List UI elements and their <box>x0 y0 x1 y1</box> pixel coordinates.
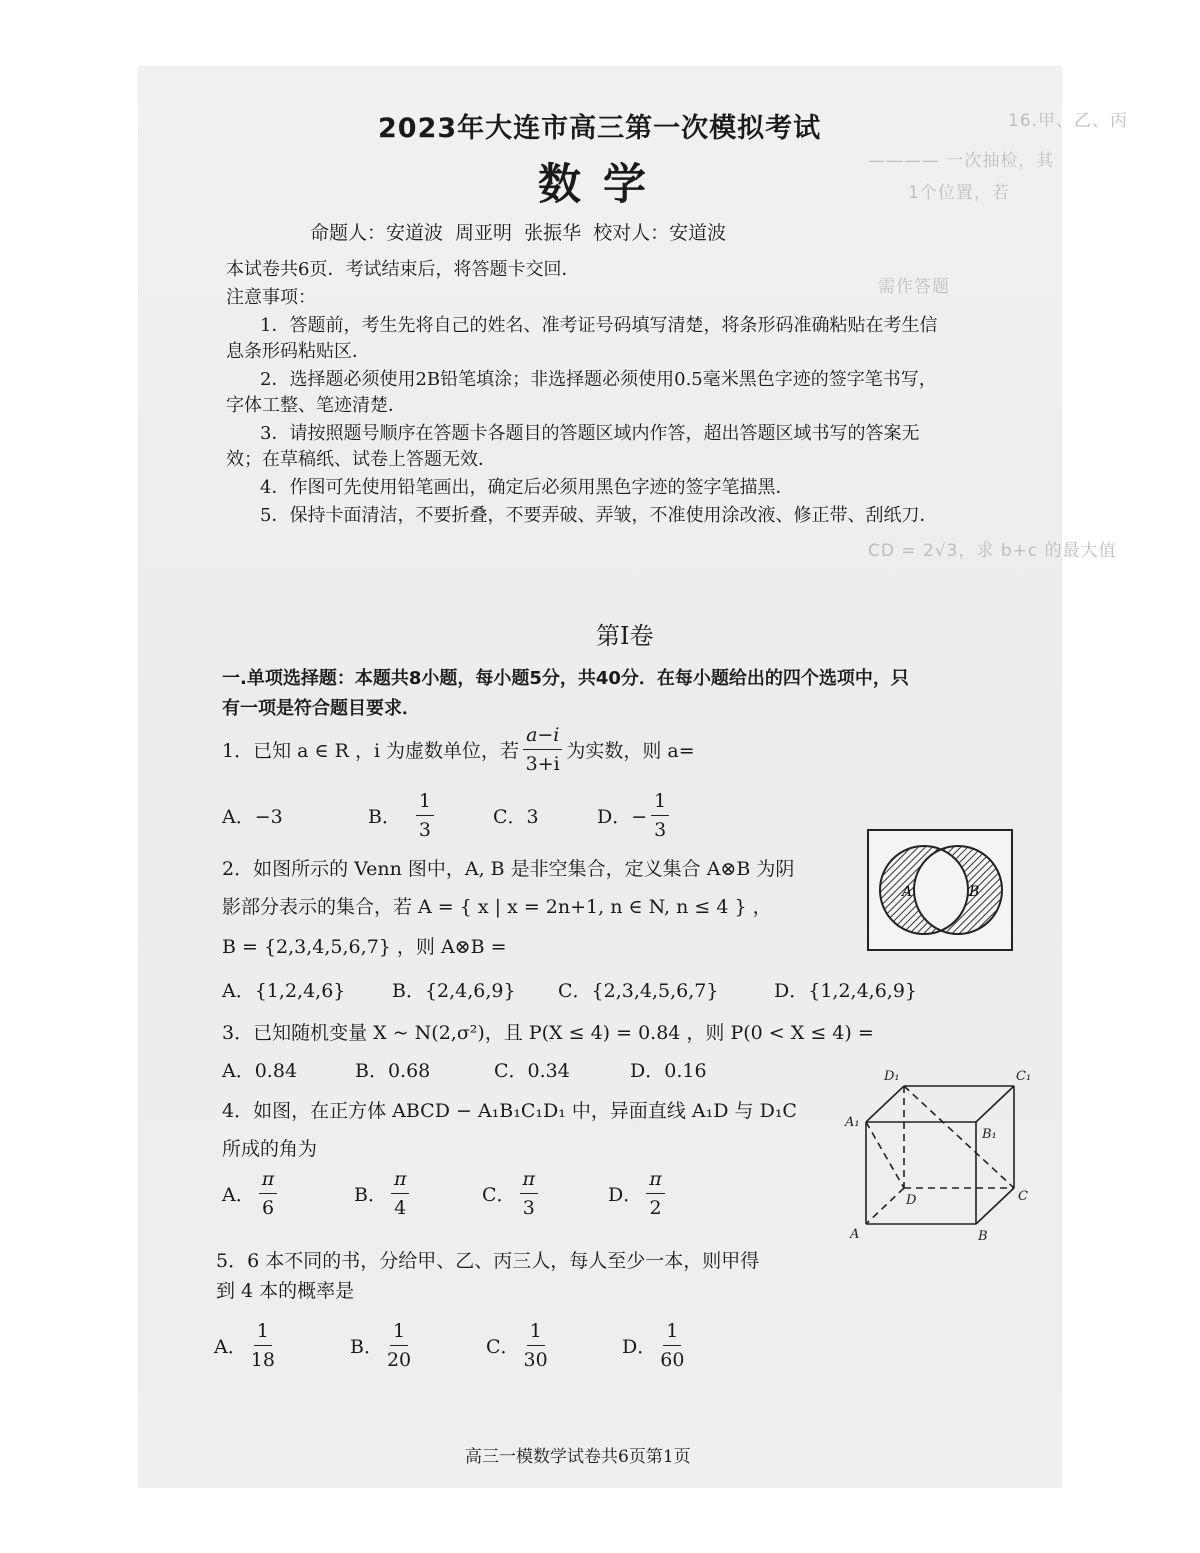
q5-line: 5．6 本不同的书，分给甲、乙、丙三人，每人至少一本，则甲得 <box>216 1250 760 1272</box>
subject-title: 数学 <box>538 160 668 210</box>
q2-line: 影部分表示的集合，若 A = { x | x = 2n+1, n ∈ N, n ≤ 4 } ， <box>222 896 772 918</box>
option-label: D． <box>622 1336 657 1358</box>
option-label: D． <box>608 1184 643 1206</box>
option-frac <box>259 1168 278 1219</box>
q4-option-a <box>222 1168 354 1219</box>
q4-line: 4．如图，在正方体 ABCD − A₁B₁C₁D₁ 中，异面直线 A₁D 与 D₁C <box>222 1100 797 1122</box>
q3-option-a: A．0.84 <box>222 1060 298 1082</box>
frac-den: 3 <box>522 1197 535 1219</box>
q3-option-b: B．0.68 <box>355 1060 431 1082</box>
exam-page <box>138 66 1129 1488</box>
cube-diagram <box>844 1064 1040 1242</box>
frac-den: 18 <box>250 1349 275 1371</box>
q4-option-d <box>608 1168 669 1219</box>
option-frac <box>520 1168 539 1219</box>
bleed-through-text: CD = 2√3，求 b+c 的最大值 <box>868 541 1117 561</box>
q4-options <box>222 1168 669 1219</box>
q1-option-d-label: D．− <box>596 806 648 828</box>
page-footer: 高三一模数学试卷共6页第1页 <box>465 1447 691 1467</box>
frac-num: 1 <box>651 790 669 816</box>
bleed-through-text: 16.甲、乙、丙 <box>1008 111 1129 131</box>
q3-options <box>222 1056 707 1083</box>
cube-label-b: B <box>978 1229 988 1242</box>
cube-label-c1: C₁ <box>1016 1069 1032 1084</box>
frac-den: 3 <box>418 819 432 841</box>
q5-options <box>214 1320 688 1371</box>
frac-num: 1 <box>254 1320 272 1346</box>
cube-label-a: A <box>850 1227 860 1242</box>
q1-numerator: a−i <box>523 724 562 750</box>
cube-label-d1: D₁ <box>884 1069 900 1084</box>
option-label: A． <box>222 1184 255 1206</box>
frac-den: 30 <box>523 1349 548 1371</box>
bleed-through-text: 1个位置，若 <box>908 183 1010 203</box>
cube-label-a1: A₁ <box>845 1115 860 1130</box>
q1-fraction <box>523 724 562 775</box>
option-frac <box>646 1168 665 1219</box>
section-heading: 一.单项选择题：本题共8小题，每小题5分，共40分．在每小题给出的四个选项中，只 <box>222 668 909 689</box>
q2-option-b: B．{2,4,6,9} <box>392 980 516 1002</box>
q2-line: B = {2,3,4,5,6,7} ，则 A⊗B = <box>222 936 507 958</box>
frac-den: 6 <box>261 1197 275 1219</box>
q3-option-d: D．0.16 <box>630 1060 707 1082</box>
q1-stem: 1．已知 a ∈ R ，i 为虚数单位，若 <box>222 740 520 762</box>
frac-den: 4 <box>394 1197 407 1219</box>
frac-num: 1 <box>527 1320 545 1346</box>
frac-num: π <box>391 1168 410 1194</box>
q4-line: 所成的角为 <box>222 1138 318 1160</box>
section-heading: 有一项是符合题目要求． <box>222 698 420 719</box>
venn-diagram <box>866 828 1014 952</box>
option-frac <box>660 1320 684 1371</box>
notice-item: 字体工整、笔迹清楚． <box>226 395 406 416</box>
q5-option-b <box>350 1320 486 1371</box>
q2-options <box>222 976 917 1003</box>
authors-line: 命题人：安道波 周亚明 张振华 校对人：安道波 <box>310 222 727 244</box>
q2-option-d: D．{1,2,4,6,9} <box>774 980 918 1002</box>
q1-options <box>222 790 673 841</box>
option-label: B． <box>350 1336 383 1358</box>
notice-item: 2．选择题必须使用2B铅笔填涂；非选择题必须使用0.5毫米黑色字迹的签字笔书写， <box>260 369 937 390</box>
frac-den: 3 <box>654 819 667 841</box>
notice-item: 4．作图可先使用铅笔画出，确定后必须用黑色字迹的签字笔描黑． <box>260 477 794 498</box>
notice-item: 5．保持卡面清洁，不要折叠，不要弄破、弄皱，不准使用涂改液、修正带、刮纸刀． <box>260 505 938 526</box>
q2-line: 2．如图所示的 Venn 图中，A, B 是非空集合，定义集合 A⊗B 为阴 <box>222 858 795 880</box>
frac-den: 60 <box>660 1349 685 1371</box>
option-frac <box>387 1320 411 1371</box>
option-frac <box>391 1168 410 1219</box>
option-frac <box>524 1320 548 1371</box>
q1-stem-end: 为实数，则 a= <box>566 740 695 762</box>
q1-option-b-label: B． <box>368 806 401 828</box>
option-label: B． <box>354 1184 387 1206</box>
q1-option-a: A．−3 <box>222 806 283 828</box>
q1-option-c: C．3 <box>492 806 539 828</box>
q3-line: 3．已知随机变量 X ~ N(2,σ²)，且 P(X ≤ 4) = 0.84 ，则 P(0 < X ≤ 4) = <box>222 1022 874 1044</box>
q1-option-d-frac <box>651 790 669 841</box>
question-1 <box>222 724 695 775</box>
cube-label-d: D <box>906 1193 917 1208</box>
frac-num: 1 <box>663 1320 681 1346</box>
q2-option-a: A．{1,2,4,6} <box>222 980 346 1002</box>
frac-den: 20 <box>386 1349 412 1371</box>
notice-item: 3．请按照题号顺序在答题卡各题目的答题区域内作答，超出答题区域书写的答案无 <box>260 423 920 444</box>
venn-label-a: A <box>902 884 913 900</box>
option-label: C． <box>482 1184 516 1206</box>
q1-option-b-frac <box>405 790 445 841</box>
exam-title: 2023年大连市高三第一次模拟考试 <box>378 113 822 144</box>
q4-option-c <box>482 1168 608 1219</box>
notice-title: 注意事项： <box>226 287 316 308</box>
notice-item: 1．答题前，考生先将自己的姓名、准考证号码填写清楚，将条形码准确粘贴在考生信 <box>260 315 938 336</box>
q5-option-d <box>622 1320 688 1371</box>
frac-num: π <box>646 1168 665 1194</box>
bleed-through-text: ———— 一次抽检，其 <box>868 151 1055 171</box>
frac-num: 1 <box>390 1320 408 1346</box>
frac-num: 1 <box>416 790 434 816</box>
frac-den: 2 <box>649 1197 662 1219</box>
option-label: A． <box>214 1336 247 1358</box>
q5-option-c <box>486 1320 622 1371</box>
venn-label-b: B <box>969 884 980 900</box>
bleed-through-text: 需作答题 <box>878 277 950 297</box>
q1-denominator: 3+i <box>525 753 560 775</box>
cube-label-c: C <box>1018 1189 1028 1204</box>
notice-item: 效；在草稿纸、试卷上答题无效． <box>226 449 496 470</box>
frac-num: π <box>520 1168 539 1194</box>
q3-option-c: C．0.34 <box>494 1060 570 1082</box>
q5-line: 到 4 本的概率是 <box>216 1280 355 1302</box>
intro-line: 本试卷共6页．考试结束后，将答题卡交回． <box>226 259 580 280</box>
option-frac <box>251 1320 275 1371</box>
volume-title: 第Ⅰ卷 <box>596 622 654 650</box>
q4-option-b <box>354 1168 482 1219</box>
frac-num: π <box>259 1168 278 1194</box>
q5-option-a <box>214 1320 350 1371</box>
option-label: C． <box>486 1336 520 1358</box>
notice-item: 息条形码粘贴区． <box>226 341 370 362</box>
q2-option-c: C．{2,3,4,5,6,7} <box>558 980 719 1002</box>
cube-label-b1: B₁ <box>982 1127 997 1142</box>
